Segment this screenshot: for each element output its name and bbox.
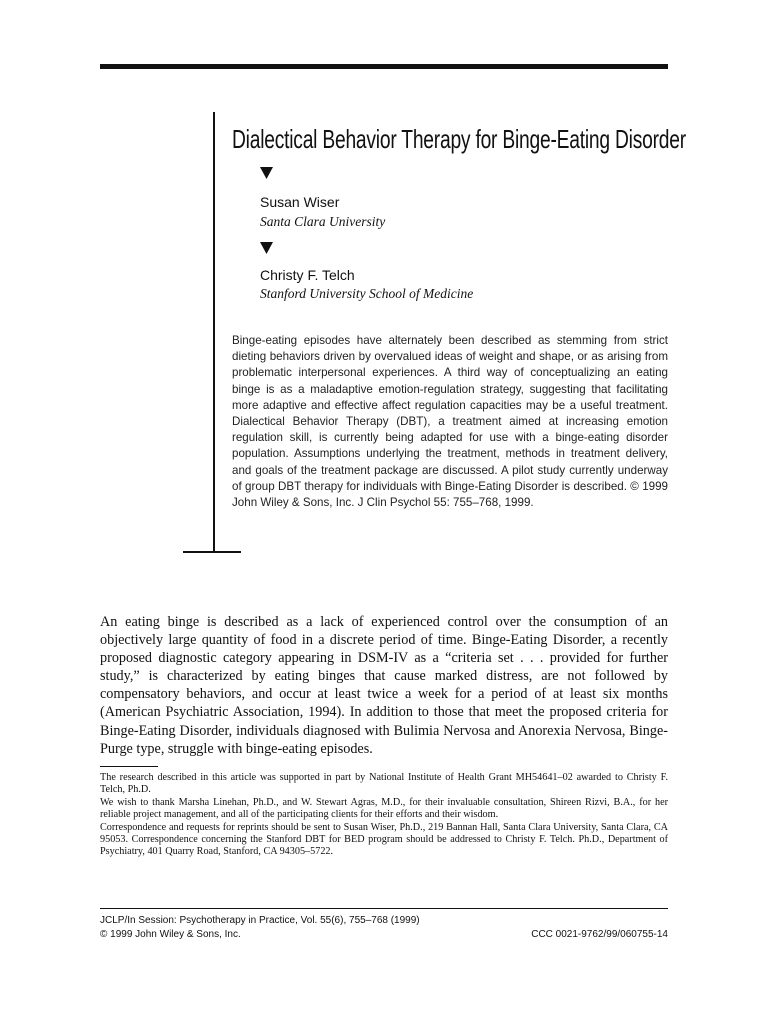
- author-affiliation: Santa Clara University: [260, 214, 386, 229]
- footnote-funding: The research described in this article was supported in part by National Institute of Health Grant MH54641–02 awarded to Christy F. Telch, Ph.D.: [100, 772, 668, 796]
- author-name: Christy F. Telch: [260, 267, 355, 283]
- body-text: [100, 613, 668, 758]
- journal-citation: JCLP/In Session: Psychotherapy in Practice, Vol. 55(6), 755–768 (1999): [100, 915, 420, 926]
- author-name: Susan Wiser: [260, 194, 340, 210]
- title-block-vertical-rule: [213, 112, 215, 552]
- header-rule: [100, 64, 668, 69]
- body-paragraph: An eating binge is described as a lack of experienced control over the consumption of an objectively large quantity of food in a discrete period of time. Binge-Eating Disorder, a recently proposed diagnostic category appearing in DSM-IV as a “criteria set . . . provided for further study,” is characterized by eating binges that cause marked distress, are not followed by compensatory behaviors, and occur at least twice a week for a period of at least six months (American Psychiatric Association, 1994). In addition to those that meet the proposed criteria for Binge-Eating Disorder, individuals diagnosed with Bulimia Nervosa and Anorexia Nervosa, Binge-Purge type, struggle with binge-eating episodes.: [100, 614, 668, 757]
- copyright-line: © 1999 John Wiley & Sons, Inc.: [100, 929, 241, 940]
- footnote-rule: [100, 766, 158, 767]
- article-title: Dialectical Behavior Therapy for Binge-Eating Disorder: [232, 124, 686, 154]
- title-block-foot-rule: [183, 551, 241, 553]
- abstract-text: Binge-eating episodes have alternately been described as stemming from strict dieting behaviors driven by overvalued ideas of weight and shape, or as arising from problematic interpersonal experiences. A third way of conceptualizing an eating binge is as a maladaptive emotion-regulation strategy, suggesting that facilitating more adaptive and effective affect regulation capacities may be a useful treatment. Dialectical Behavior Therapy (DBT), a treatment aimed at increasing emotion regulation skill, is currently being adapted for use with a binge-eating disorder population. Assumptions underlying the treatment, methods in treatment delivery, and goals of the treatment package are discussed. A pilot study currently underway of group DBT therapy for individuals with Binge-Eating Disorder is described. © 1999 John Wiley & Sons, Inc. J Clin Psychol 55: 755–768, 1999.: [232, 334, 668, 510]
- abstract: [232, 333, 668, 511]
- footer-rule: [100, 908, 668, 909]
- author-affiliation: Stanford University School of Medicine: [260, 286, 474, 301]
- footnotes: [100, 772, 668, 859]
- footnote-acknowledgments: We wish to thank Marsha Linehan, Ph.D., and W. Stewart Agras, M.D., for their invaluable consultation, Shireen Rizvi, B.A., for her reliable project management, and all of the participating clients for their efforts and their wisdom.: [100, 796, 668, 821]
- footer-citation: [100, 914, 420, 942]
- ccc-code: CCC 0021-9762/99/060755-14: [531, 929, 668, 940]
- triangle-marker-icon: [260, 167, 274, 181]
- footnote-correspondence: Correspondence and requests for reprints should be sent to Susan Wiser, Ph.D., 219 Bannan Hall, Santa Clara University, Santa Clara, CA 95053. Correspondence concerning the Stanford DBT for BED program should be addressed to Christy F. Telch. Ph.D., Department of Psychiatry, 401 Quarry Road, Stanford, CA 94305–5722.: [100, 821, 668, 858]
- triangle-marker-icon: [260, 242, 274, 256]
